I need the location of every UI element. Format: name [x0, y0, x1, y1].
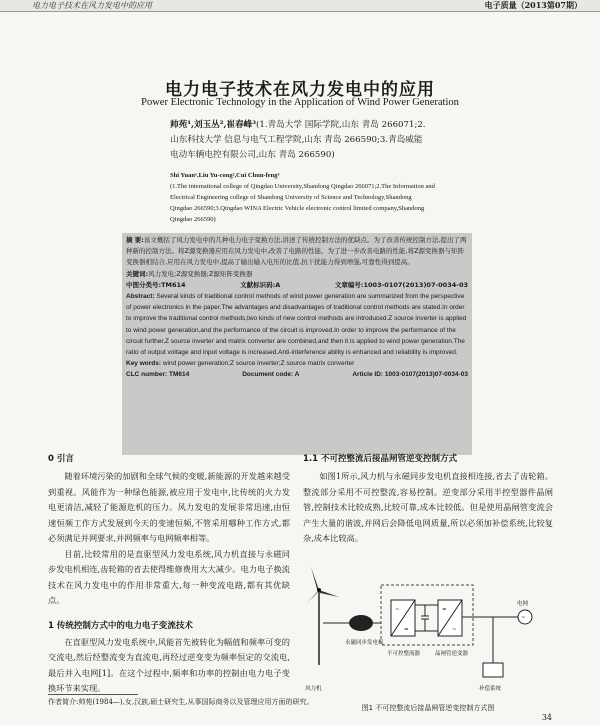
svg-text:~: ~ [395, 607, 400, 613]
left-column [48, 452, 290, 697]
rectifier-block [391, 600, 415, 636]
intro-heading: 0 引言 [48, 454, 74, 464]
svg-text:~: ~ [452, 627, 457, 633]
author-names-zh: 帅苑¹,刘玉丛²,崔春峰³ [170, 120, 257, 130]
clc-en: CLC number: TM614 [126, 371, 190, 379]
footnote-rule [48, 694, 138, 695]
author-names-en: Shi Yuan¹,Liu Yu-cong²,Cui Chun-feng³ [170, 172, 280, 179]
abstract-text-en: Several kinds of traditional control methods of wind power generation are summarized from the perspective of power electronics in the paper.The advantages and disadvantages of traditional control methods are stated.In order to improve the traditional control methods,two kinds of new control methods are introduced.Z source inverter is applied to wind power generation,and the performance of the circuit is improved.In order to improve the performance of the circuit further,Z source inverter and matrix converter are combined,and then it is applied to wind power generation.The ratio of output voltage and input voltage is increased.Anti-interference ability is enhanced and reliability is improved. [126, 293, 467, 357]
label-compensator: 补偿系统 [479, 686, 502, 692]
right-column [303, 452, 553, 547]
svg-text:=: = [404, 627, 409, 633]
header-issue: 电子质量（2013第07期） [484, 0, 582, 10]
classification-row-en [126, 369, 468, 380]
intro-paragraph-1: 随着环境污染的加剧和全球气候的变暖,新能源的开发越来越受到重视。风能作为一种绿色能源,被应用于发电中,比传统的火力发电更清洁,减轻了能源危机的压力。风力发电的发展非常迅速,由恒速恒频工作方式发展到今天的变速恒频,不管采用哪种工作方式,都必须满足并网要求,并网频率与电网频率相等。 [48, 471, 290, 543]
page-number: 34 [541, 713, 552, 722]
abstract-label-en: Abstract: [126, 293, 155, 301]
figure-1-caption: 图1 不可控整流后接晶闸管逆变控制方式图 [361, 704, 495, 712]
article-id-en: Article ID: 1003-0107(2013)07-0034-03 [352, 371, 468, 379]
label-turbine: 风力机 [305, 686, 322, 692]
author-block-en [170, 170, 435, 225]
abstract-text-zh: 该文概括了风力发电中的几种电力电子变换方法,讲述了传统控制方法的优缺点。为了改善传统控制方法,提出了两种新的控制方法。将Z源变换器应用在风力发电中,改善了电路的性能。为了进一步改善电路的性能,将Z源变换器与矩阵变换器相结合,应用在风力发电中,提高了输出输入电压的比值,抗干扰能力得到增强,可靠性得到提高。 [126, 236, 467, 267]
inverter-block [438, 600, 462, 636]
keywords-label-en: Key words: [126, 360, 162, 368]
abstract-en [126, 291, 468, 358]
wind-turbine-icon [307, 567, 339, 665]
author-affiliation-zh: (1.青岛大学 国际学院,山东 青岛 266071;2.山东科技大学 信息与电气工程学院,山东 青岛 266590;3.青岛威能电动车辆电控有限公司,山东 青岛 266590) [170, 120, 426, 160]
svg-text:=: = [442, 607, 447, 613]
keywords-zh [126, 269, 468, 280]
section-1-heading: 1 传统控制方式中的电力电子变流技术 [48, 620, 193, 631]
section-1-1-heading: 1.1 不可控整流后接晶闸管逆变控制方式 [303, 454, 458, 464]
svg-text:~: ~ [521, 615, 526, 621]
intro-paragraph-2: 目前,比较常用的是直驱型风力发电系统,风力机直接与永磁同步发电机相连,齿轮箱的省去使得维修费用大大减少。电力电子换流技术在风力发电中的作用非常重大,每一种变流电路,都有其优缺点。 [48, 548, 290, 605]
section-1-paragraph: 在直驱型风力发电系统中,风能首先被转化为幅值和频率可变的交流电,然后经整流变为直流电,再经过逆变变为频率恒定的交流电,最后并入电网[1]。在这个过程中,频率和功率的控制由电力电子变换环节来实现。 [48, 636, 290, 693]
doc-code-en: Document code: A [242, 371, 300, 379]
abstract-zh [126, 235, 468, 269]
header-journal-title: 电力电子技术在风力发电中的应用 [32, 1, 152, 10]
abstract-label-zh: 摘 要: [126, 236, 144, 244]
label-rectifier: 不可控整流器 [387, 651, 421, 657]
keywords-text-zh: 风力发电;Z源变换器;Z源矩阵变换器 [148, 269, 253, 278]
figure-1-circuit-diagram [303, 545, 553, 703]
classification-row-zh [126, 280, 468, 291]
section-1-1-paragraph: 如图1所示,风力机与永磁同步发电机直接相连接,省去了齿轮箱。整流部分采用不可控整流,容易控制。逆变部分采用半控型器件晶闸管,控制技术比较成熟,比较可靠,成本比较低。但是使用晶闸管变流会产生大量的谐波,并网后会降低电网质量,所以必须加补偿系统,比较复杂,成本比较高。 [303, 471, 553, 543]
generator-symbol [349, 615, 373, 631]
keywords-text-en: wind power generation;Z source inverter;Z source matrix converter [162, 360, 355, 368]
keywords-en [126, 358, 468, 369]
paper-title-en: Power Electronic Technology in the Application of Wind Power Generation [141, 97, 459, 108]
compensator-block [483, 663, 503, 677]
abstract-box [122, 233, 472, 455]
label-grid: 电网 [517, 601, 529, 607]
label-inverter: 晶闸管逆变器 [435, 651, 469, 657]
label-generator: 永磁同步发电机 [345, 640, 384, 646]
paper-title-zh: 电力电子技术在风力发电中的应用 [165, 80, 435, 100]
author-affiliation-en: (1.The international college of Qingdao University,Shandong Qingdao 266071;2.The Information and Electrical Engineering college of Shandong University of Science and Technology,Shandong Qingdao 266590;3.Qingdao WINA Electric Vehicle electronic control limited company,Shandong Qingdao 266590) [170, 183, 435, 223]
running-header [0, 0, 600, 12]
author-block-zh [170, 118, 430, 163]
article-id-zh: 文章编号:1003-0107(2013)07-0034-03 [334, 280, 468, 289]
keywords-label-zh: 关键词: [126, 269, 149, 278]
grid-symbol [518, 610, 532, 624]
doc-code-zh: 文献标识码:A [240, 280, 281, 289]
clc-zh: 中图分类号:TM614 [126, 280, 186, 289]
footnote: 作者简介:帅苑(1984—),女,汉族,硕士研究生,从事国际商务以及管理应用方面的研究。 [48, 698, 314, 706]
